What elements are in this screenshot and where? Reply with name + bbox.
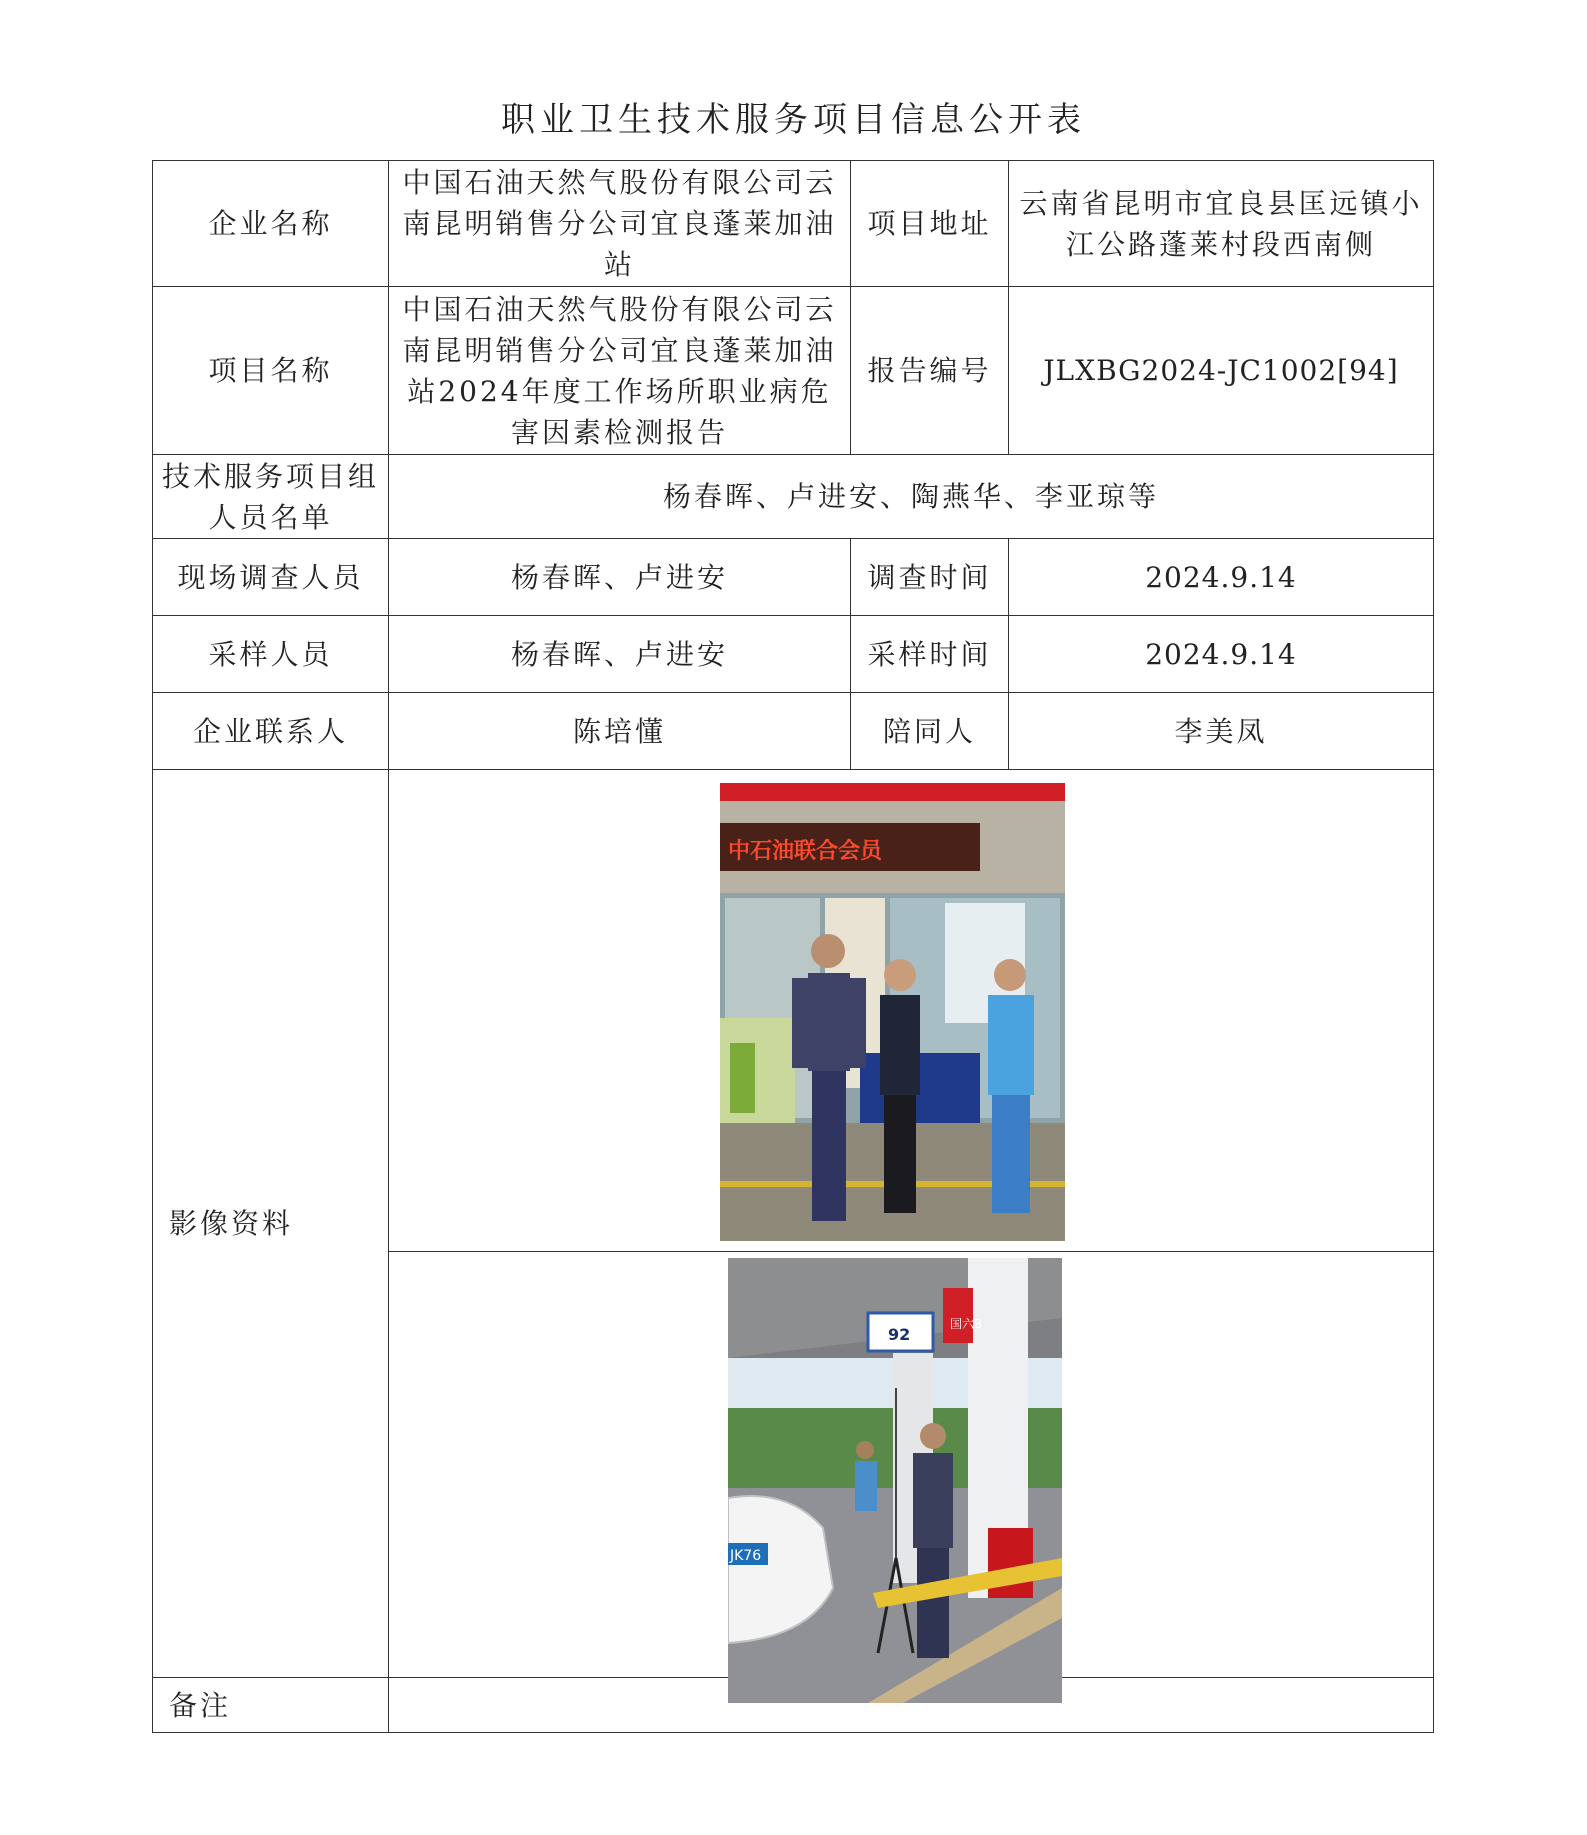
survey-time-label: 调查时间 [851, 539, 1009, 616]
companion-label: 陪同人 [851, 693, 1009, 770]
site-photo-staff [720, 783, 1065, 1241]
images-label: 影像资料 [153, 770, 389, 1678]
company-label: 企业名称 [153, 161, 389, 287]
survey-time-value: 2024.9.14 [1009, 539, 1434, 616]
report-value: JLXBG2024-JC1002[94] [1009, 287, 1434, 455]
contact-value: 陈培懂 [389, 693, 851, 770]
table-row [153, 693, 1434, 770]
sampling-staff-value: 杨春晖、卢进安 [389, 616, 851, 693]
table-row [153, 455, 1434, 539]
plate-text: JK76 [730, 1548, 762, 1564]
survey-staff-label: 现场调查人员 [153, 539, 389, 616]
report-label: 报告编号 [851, 287, 1009, 455]
sampling-time-value: 2024.9.14 [1009, 616, 1434, 693]
team-label: 技术服务项目组人员名单 [153, 455, 389, 539]
project-label: 项目名称 [153, 287, 389, 455]
page-title: 职业卫生技术服务项目信息公开表 [501, 100, 1086, 140]
table-row [153, 161, 1434, 287]
company-value: 中国石油天然气股份有限公司云南昆明销售分公司宜良蓬莱加油站 [389, 161, 851, 287]
table-row [153, 287, 1434, 455]
led-sign-text: 中石油联合会员 [728, 839, 883, 864]
companion-value: 李美凤 [1009, 693, 1434, 770]
project-value: 中国石油天然气股份有限公司云南昆明销售分公司宜良蓬莱加油站2024年度工作场所职业病危害因素检测报告 [389, 287, 851, 455]
pump-number-text: 92 [888, 1325, 911, 1344]
site-photo-sampling [728, 1258, 1062, 1703]
sampling-staff-label: 采样人员 [153, 616, 389, 693]
table-row [153, 616, 1434, 693]
remarks-label: 备注 [153, 1678, 389, 1733]
survey-staff-value: 杨春晖、卢进安 [389, 539, 851, 616]
sampling-time-label: 采样时间 [851, 616, 1009, 693]
address-value: 云南省昆明市宜良县匡远镇小江公路蓬莱村段西南侧 [1009, 161, 1434, 287]
team-value: 杨春晖、卢进安、陶燕华、李亚琼等 [389, 455, 1434, 539]
address-label: 项目地址 [851, 161, 1009, 287]
pump-sign-text: 国六B [950, 1317, 983, 1331]
contact-label: 企业联系人 [153, 693, 389, 770]
table-row [153, 539, 1434, 616]
